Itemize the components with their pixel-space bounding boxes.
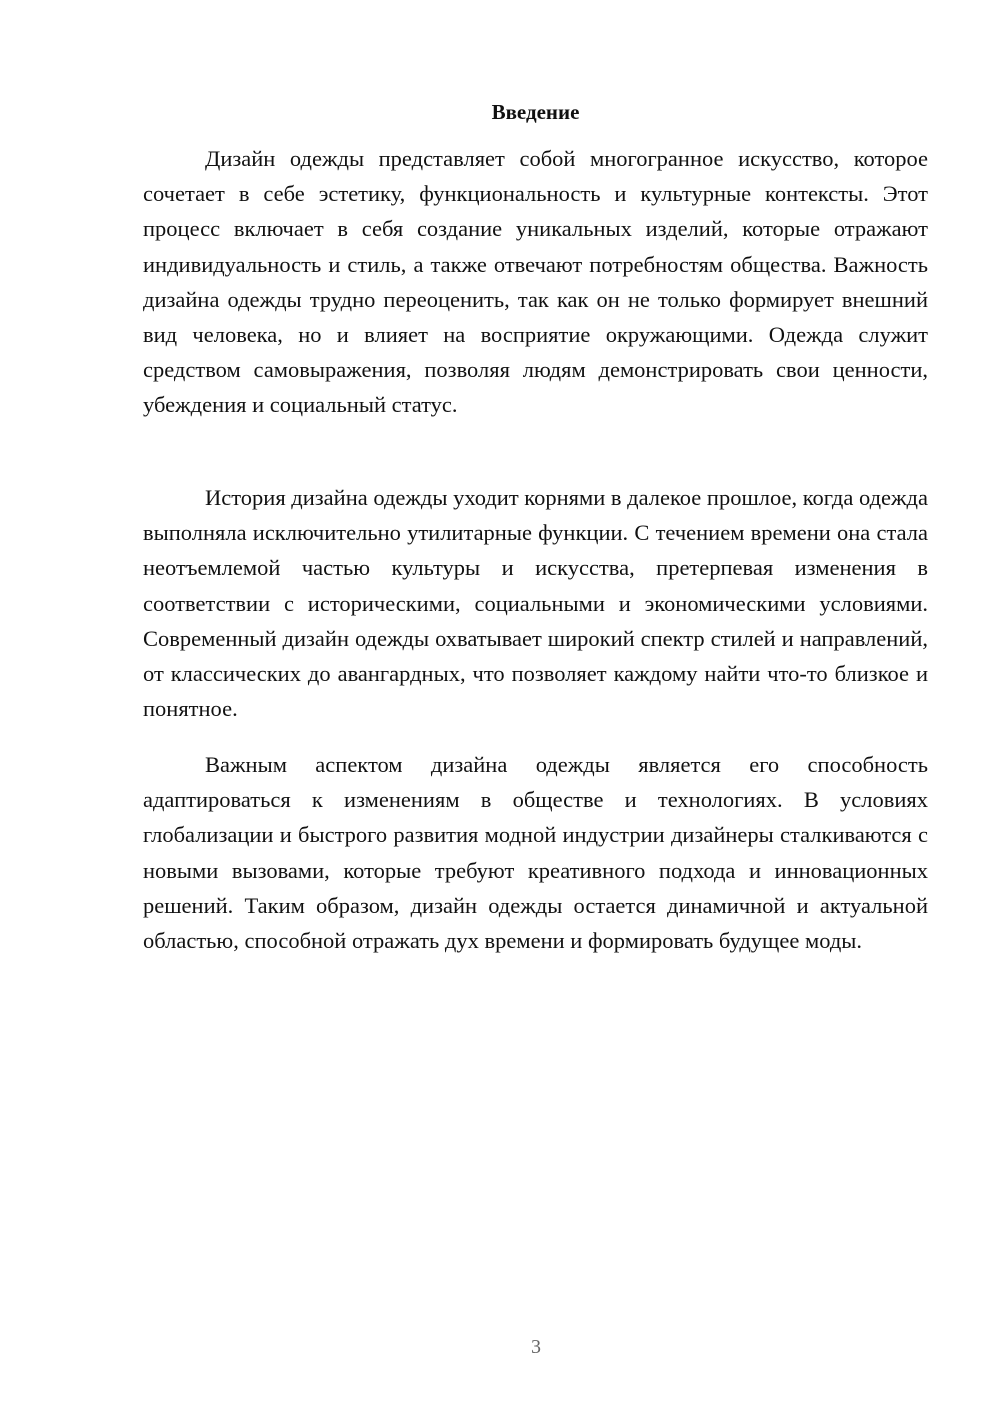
page-number: 3 — [531, 1336, 541, 1358]
paragraph-intro: Дизайн одежды представляет собой многогранное искусство, которое сочетает в себе эстетику, функциональность и культурные контексты. Этот процесс включает в себя создание уникальных изделий, которые отражают индивидуальность и стиль, а также отвечают потребностям общества. Важность дизайна одежды трудно переоценить, так как он не только формирует внешний вид человека, но и влияет на восприятие окружающими. Одежда служит средством самовыражения, позволяя людям демонстрировать свои ценности, убеждения и социальный статус. — [143, 146, 928, 418]
paragraph-adaptation: Важным аспектом дизайна одежды является его способность адаптироваться к изменениям в обществе и технологиях. В условиях глобализации и быстрого развития модной индустрии дизайнеры сталкиваются с новыми вызовами, которые требуют креативного подхода и инновационных решений. Таким образом, дизайн одежды остается динамичной и актуальной областью, способной отражать дух времени и формировать будущее моды. — [143, 752, 928, 954]
page-title: Введение — [491, 100, 580, 124]
paragraph-history: История дизайна одежды уходит корнями в далекое прошлое, когда одежда выполняла исключительно утилитарные функции. С течением времени она стала неотъемлемой частью культуры и искусства, претерпевая изменения в соответствии с историческими, социальными и экономическими условиями. Современный дизайн одежды охватывает широкий спектр стилей и направлений, от классических до авангардных, что позволяет каждому найти что-то близкое и понятное. — [143, 485, 928, 722]
